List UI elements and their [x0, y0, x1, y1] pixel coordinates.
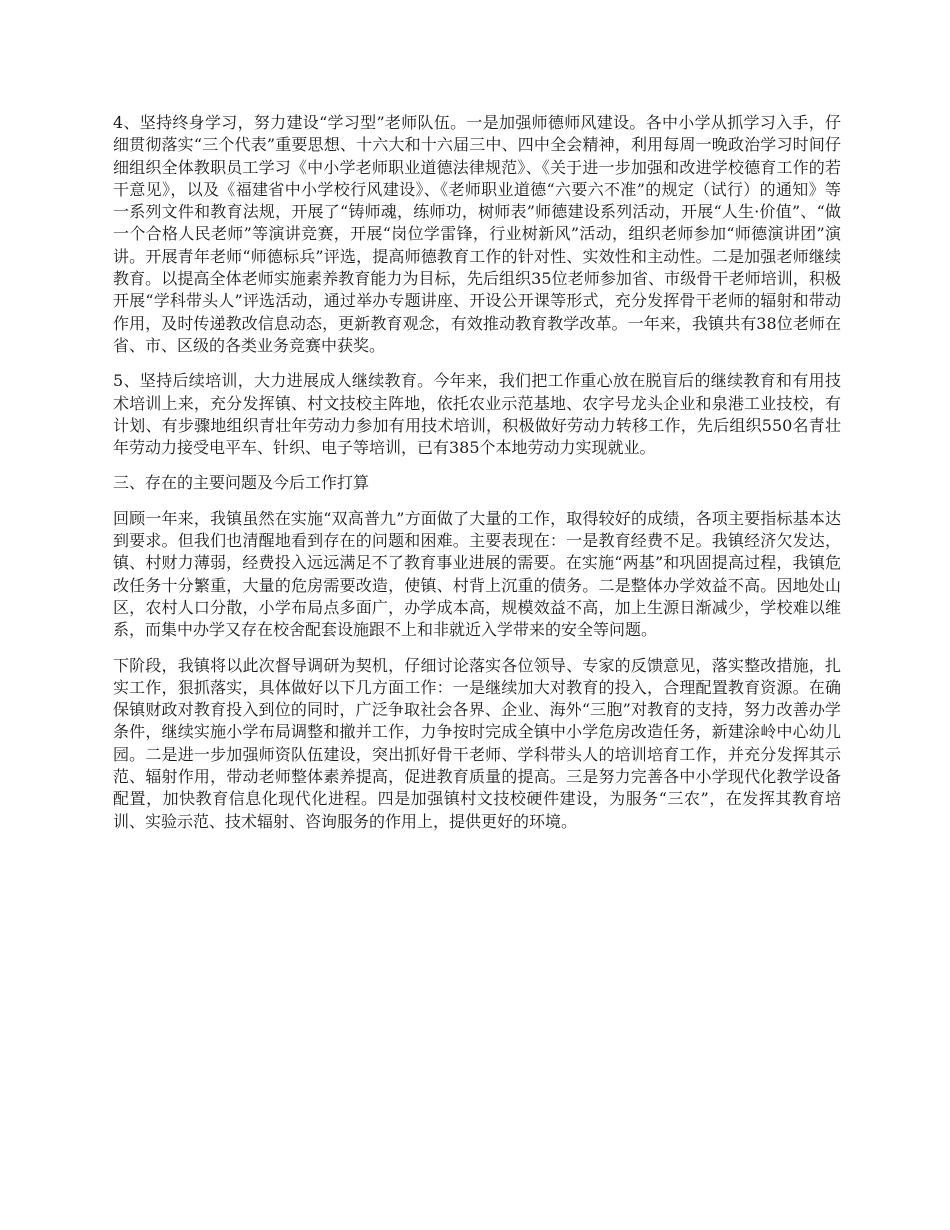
paragraph-review-problems: 回顾一年来，我镇虽然在实施“双高普九”方面做了大量的工作，取得较好的成绩，各项主要指标基本达到要求。但我们也清醒地看到存在的问题和困难。主要表现在：一是教育经费不足。我镇经济欠发达，镇、村财力薄弱，经费投入远远满足不了教育事业进展的需要。在实施“两基”和巩固提高过程，我镇危改任务十分繁重，大量的危房需要改造，使镇、村背上沉重的债务。二是整体办学效益不高。因地处山区，农村人口分散，小学布局点多面广，办学成本高，规模效益不高，加上生源日渐减少，学校难以维系，而集中办学又存在校舍配套设施跟不上和非就近入学带来的安全等问题。 [113, 508, 841, 640]
document-body [113, 112, 841, 846]
paragraph-teacher-training: 4、坚持终身学习，努力建设“学习型”老师队伍。一是加强师德师风建设。各中小学从抓学习入手，仔细贯彻落实“三个代表”重要思想、十六大和十六届三中、四中全会精神，利用每周一晚政治学习时间仔细组织全体教职员工学习《中小学老师职业道德法律规范》、《关于进一步加强和改进学校德育工作的若干意见》，以及《福建省中小学校行风建设》、《老师职业道德“六要六不准”的规定（试行）的通知》等一系列文件和教育法规，开展了“铸师魂，练师功，树师表”师德建设系列活动，开展“人生·价值”、“做一个合格人民老师”等演讲竞赛，开展“岗位学雷锋，行业树新风”活动，组织老师参加“师德演讲团”演讲。开展青年老师“师德标兵”评选，提高师德教育工作的针对性、实效性和主动性。二是加强老师继续教育。以提高全体老师实施素养教育能力为目标，先后组织35位老师参加省、市级骨干老师培训，积极开展“学科带头人”评选活动，通过举办专题讲座、开设公开课等形式，充分发挥骨干老师的辐射和带动作用，及时传递教改信息动态，更新教育观念，有效推动教育教学改革。一年来，我镇共有38位老师在省、市、区级的各类业务竞赛中获奖。 [113, 113, 841, 355]
paragraph-next-steps: 下阶段，我镇将以此次督导调研为契机，仔细讨论落实各位领导、专家的反馈意见，落实整改措施，扎实工作，狠抓落实，具体做好以下几方面工作：一是继续加大对教育的投入，合理配置教育资源。在确保镇财政对教育投入到位的同时，广泛争取社会各界、企业、海外“三胞”对教育的支持，努力改善办学条件，继续实施小学布局调整和撤并工作，力争按时完成全镇中小学危房改造任务，新建涂岭中心幼儿园。二是进一步加强师资队伍建设，突出抓好骨干老师、学科带头人的培训培育工作，并充分发挥其示范、辐射作用，带动老师整体素养提高，促进教育质量的提高。三是努力完善各中小学现代化教学设备配置，加快教育信息化现代化进程。四是加强镇村文技校硬件建设，为服务“三农”，在发挥其教育培训、实验示范、技术辐射、咨询服务的作用上，提供更好的环境。 [113, 655, 841, 831]
section-heading-problems-plans: 三、存在的主要问题及今后工作打算 [113, 473, 370, 493]
paragraph-adult-education: 5、坚持后续培训，大力进展成人继续教育。今年来，我们把工作重心放在脱盲后的继续教育和有用技术培训上来，充分发挥镇、村文技校主阵地，依托农业示范基地、农字号龙头企业和泉港工业技校，有计划、有步骤地组织青壮年劳动力参加有用技术培训，积极做好劳动力转移工作，先后组织550名青壮年劳动力接受电平车、针织、电子等培训，已有385个本地劳动力实现就业。 [113, 371, 841, 458]
